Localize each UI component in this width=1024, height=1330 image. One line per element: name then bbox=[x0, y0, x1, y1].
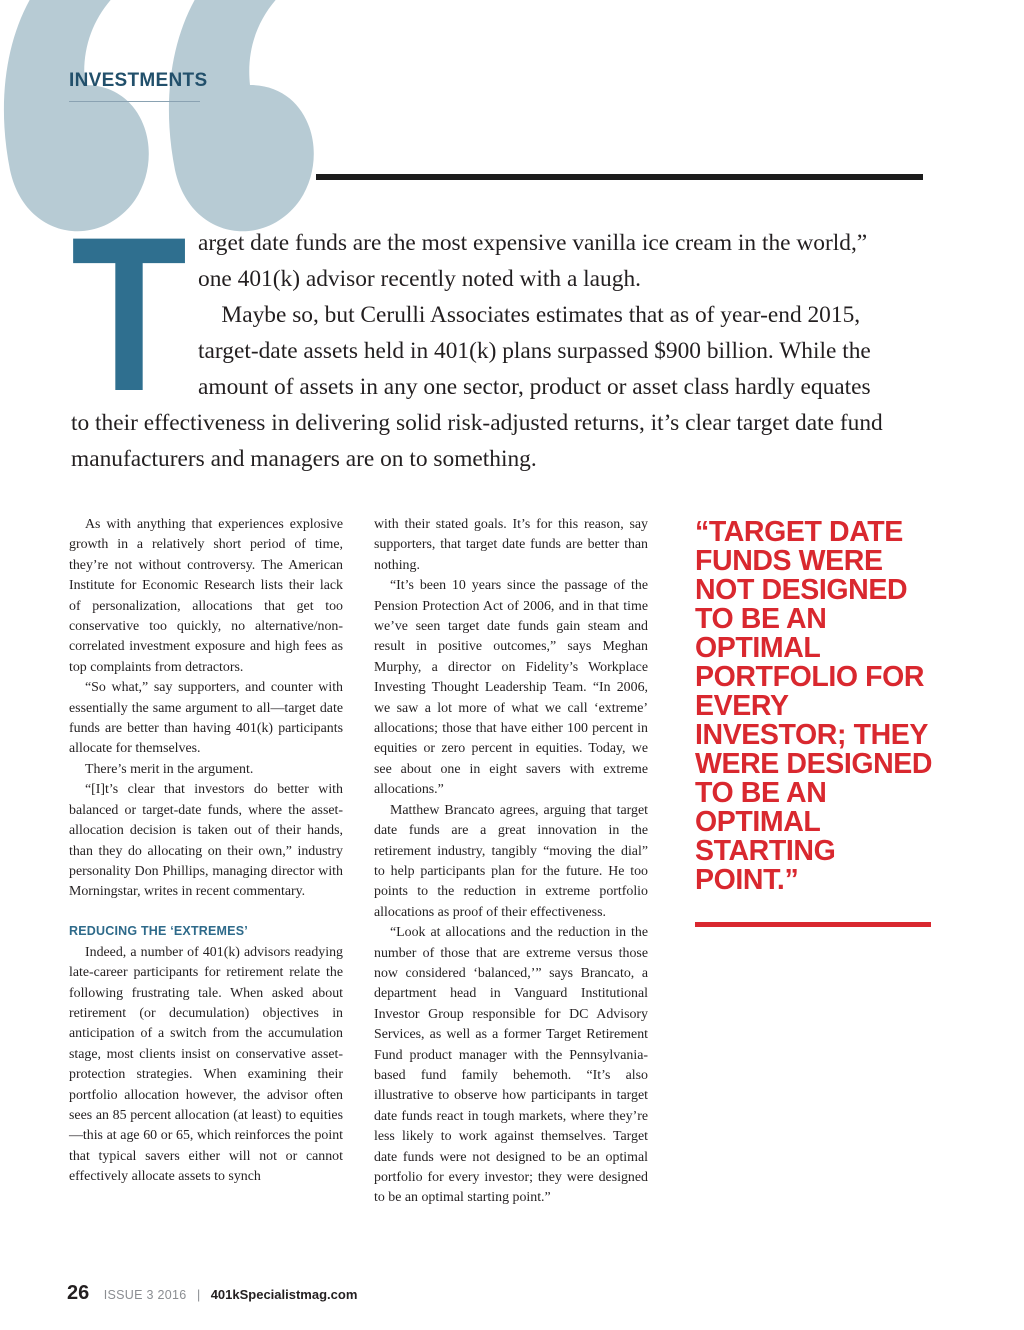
body-paragraph: with their stated goals. It’s for this reason, say supporters, that target date funds are better than nothing. bbox=[374, 517, 648, 573]
footer-separator: | bbox=[196, 1288, 201, 1302]
intro-line: one 401(k) advisor recently noted with a laugh. bbox=[198, 265, 641, 292]
intro-line: manufacturers and managers are on to something. bbox=[71, 445, 537, 472]
section-label: INVESTMENTS bbox=[69, 70, 208, 91]
intro-paragraph-2 bbox=[198, 298, 871, 405]
top-divider-bar bbox=[316, 174, 923, 180]
intro-line: to their effectiveness in delivering solid risk-adjusted returns, it’s clear target date fund bbox=[71, 410, 883, 436]
section-underline bbox=[69, 101, 200, 102]
intro-paragraph-2-continued bbox=[71, 406, 883, 478]
body-paragraph: “It’s been 10 years since the passage of the Pension Protection Act of 2006, and in that time we’ve seen target date funds gain steam and result in positive outcomes,” says Meghan Murphy, a director on Fidelity’s Workplace Investing Thought Leadership Team. “In 2006, we saw a lot more of what we call ‘extreme’ allocations; those that have either 100 percent in equities or zero percent in equities. Today, we see about one in eight savers with extreme allocations.” bbox=[374, 578, 648, 798]
intro-line: arget date funds are the most expensive vanilla ice cream in the world,” bbox=[198, 230, 868, 256]
intro-paragraph-1 bbox=[198, 226, 867, 298]
body-paragraph: Indeed, a number of 401(k) advisors readying late-career participants for retirement relate the following frustrating tale. When asked about retirement (or decumulation) objectives in anticipation of a switch from the accumulation stage, most clients insist on conservative asset-protection strategies. When examining their portfolio allocation however, the advisor often sees an 85 percent allocation (at least) to equities—this at age 60 or 65, which reinforces the point that typical savers either will not or cannot effectively allocate assets to synch bbox=[69, 944, 343, 1185]
pull-quote-rule bbox=[695, 922, 931, 927]
body-paragraph: “So what,” say supporters, and counter with essentially the same argument to all—target date funds are better than having 401(k) participants allocate for themselves. bbox=[69, 680, 343, 757]
dropcap-glyph: T bbox=[71, 191, 187, 437]
intro-line: target-date assets held in 401(k) plans surpassed $900 billion. While the bbox=[198, 337, 871, 364]
intro-line: Maybe so, but Cerulli Associates estimates that as of year-end 2015, bbox=[198, 302, 861, 328]
issue-label: ISSUE 3 2016 bbox=[103, 1288, 187, 1302]
dropcap-letter bbox=[70, 191, 188, 437]
body-paragraph: As with anything that experiences explosive growth in a relatively short period of time, they’re not without controversy. The American Institute for Economic Research lists their lack of personalization, allocations that get too conservative too quickly, no alternative/non-correlated investment exposure and high fees as top complaints from detractors. bbox=[69, 517, 343, 675]
body-paragraph: “[I]t’s clear that investors do better with balanced or target-date funds, where the asset-allocation decision is taken out of their hands, than they do allocating on their own,” industry personality Don Phillips, managing director with Morningstar, writes in recent commentary. bbox=[69, 782, 343, 900]
body-column-1 bbox=[69, 515, 343, 1188]
subheading: REDUCING THE ‘EXTREMES’ bbox=[69, 923, 248, 938]
website-link[interactable]: 401kSpecialistmag.com bbox=[210, 1287, 358, 1302]
page-footer bbox=[67, 1282, 357, 1305]
pull-quote: “TARGET DATE FUNDS WERE NOT DESIGNED TO BE AN OPTIMAL PORTFOLIO FOR EVERY INVESTOR; THEY WERE DESIGNED TO BE AN OPTIMAL STARTING POINT.” bbox=[695, 516, 933, 896]
body-paragraph: “Look at allocations and the reduction in the number of those that are extreme versus those now considered ‘balanced,’” says Brancato, a department head in Vanguard Institutional Investor Group responsible for DC Advisory Services, as well as a former Target Retirement Fund product manager with the Pennsylvania-based fund family behemoth. “It’s also illustrative to observe how participants in target date funds react in tough markets, where they’re less likely to work against themselves. Target date funds were not designed to be an optimal portfolio for every investor; they were designed to be an optimal starting point.” bbox=[374, 925, 648, 1206]
body-paragraph: Matthew Brancato agrees, arguing that target date funds are a great innovation in the retirement industry, tangibly “moving the dial” to help participants plan for the future. He too points to the reduction in extreme portfolio allocations as proof of their effectiveness. bbox=[374, 802, 648, 920]
page-number: 26 bbox=[67, 1282, 90, 1304]
body-column-2 bbox=[374, 515, 648, 1209]
body-paragraph: There’s merit in the argument. bbox=[85, 761, 254, 777]
intro-line: amount of assets in any one sector, product or asset class hardly equates bbox=[198, 373, 871, 400]
